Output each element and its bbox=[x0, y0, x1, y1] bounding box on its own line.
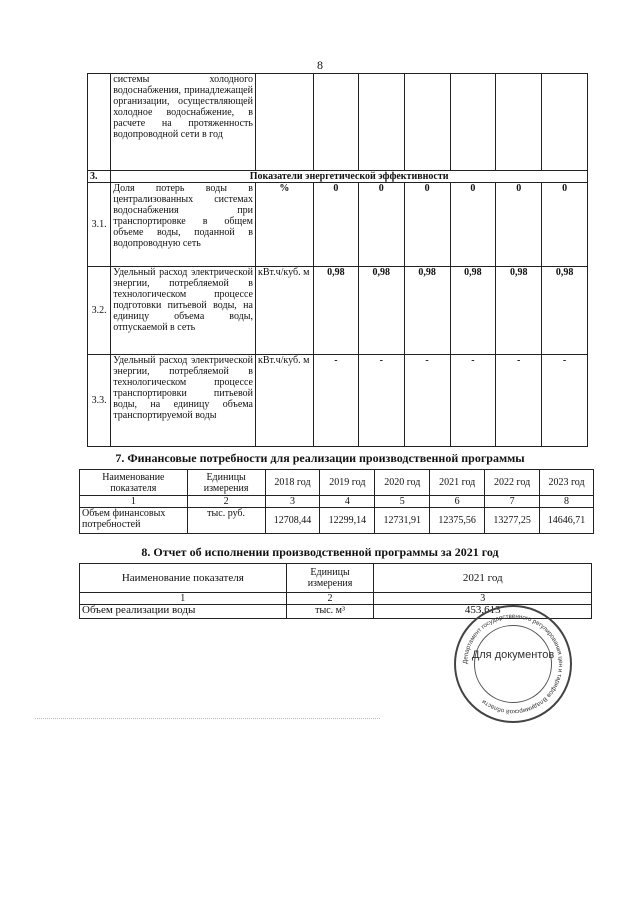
index-cell: 7 bbox=[485, 496, 540, 508]
unit-cell: % bbox=[255, 183, 313, 267]
value-cell bbox=[450, 74, 496, 171]
row-number: 3.3. bbox=[88, 355, 111, 447]
official-stamp bbox=[454, 605, 572, 723]
row-number bbox=[88, 74, 111, 171]
unit-cell: тыс. руб. bbox=[187, 508, 265, 534]
header-cell: 2021 год bbox=[374, 564, 592, 593]
index-cell: 3 bbox=[374, 593, 592, 605]
header-cell: Единицы измерения bbox=[187, 470, 265, 496]
value-cell: - bbox=[313, 355, 358, 447]
header-cell: 2019 год bbox=[320, 470, 375, 496]
index-row bbox=[80, 496, 594, 508]
indicator-name: Объем финансовых потребностей bbox=[80, 508, 188, 534]
index-cell: 4 bbox=[320, 496, 375, 508]
value-cell: 14646,71 bbox=[540, 508, 594, 534]
indicator-name: Удельный расход электрической энергии, потребляемой в технологическом процессе транспортировки питьевой воды, на единицу объема транспортируемой воды bbox=[111, 355, 256, 447]
header-row bbox=[80, 564, 592, 593]
table-row bbox=[88, 355, 588, 447]
header-cell: 2023 год bbox=[540, 470, 594, 496]
svg-text:Департамент государственного р: Департамент государственного регулирования цен и тарифов Владимирской области bbox=[461, 612, 565, 716]
value-cell: 0,98 bbox=[358, 267, 404, 355]
value-cell: - bbox=[496, 355, 542, 447]
value-cell: 0,98 bbox=[313, 267, 358, 355]
value-cell: 13277,25 bbox=[485, 508, 540, 534]
financial-needs-table bbox=[79, 469, 594, 534]
row-number: 3.1. bbox=[88, 183, 111, 267]
value-cell: 0 bbox=[313, 183, 358, 267]
value-cell: 453,613 bbox=[374, 605, 592, 619]
indicator-name: Объем реализации воды bbox=[80, 605, 287, 619]
unit-cell: кВт.ч/куб. м bbox=[255, 355, 313, 447]
index-cell: 6 bbox=[430, 496, 485, 508]
section-row bbox=[88, 171, 588, 183]
table-row bbox=[88, 183, 588, 267]
faint-dotted-line bbox=[35, 718, 380, 719]
header-cell: 2021 год bbox=[430, 470, 485, 496]
header-cell: 2018 год bbox=[265, 470, 320, 496]
value-cell: - bbox=[358, 355, 404, 447]
value-cell bbox=[358, 74, 404, 171]
value-cell: 0 bbox=[496, 183, 542, 267]
unit-cell: кВт.ч/куб. м bbox=[255, 267, 313, 355]
value-cell: 0 bbox=[542, 183, 588, 267]
value-cell: 0 bbox=[404, 183, 450, 267]
row-number: 3. bbox=[88, 171, 111, 183]
value-cell: - bbox=[404, 355, 450, 447]
index-cell: 3 bbox=[265, 496, 320, 508]
value-cell: 12708,44 bbox=[265, 508, 320, 534]
value-cell: 0,98 bbox=[542, 267, 588, 355]
table-row bbox=[80, 508, 594, 534]
section-8-title: 8. Отчет об исполнении производственной программы за 2021 год bbox=[141, 545, 499, 559]
unit-cell bbox=[255, 74, 313, 171]
value-cell: 0 bbox=[358, 183, 404, 267]
indicator-name: Удельный расход электрической энергии, потребляемой в технологическом процессе подготовки питьевой воды, на единицу объема воды, отпускаемой в сеть bbox=[111, 267, 256, 355]
index-cell: 1 bbox=[80, 593, 287, 605]
table-row bbox=[88, 267, 588, 355]
value-cell: 0,98 bbox=[450, 267, 496, 355]
index-cell: 5 bbox=[375, 496, 430, 508]
value-cell: 0 bbox=[450, 183, 496, 267]
stamp-inner-circle bbox=[474, 625, 552, 703]
table-row bbox=[88, 74, 588, 171]
row-number: 3.2. bbox=[88, 267, 111, 355]
page-number: 8 bbox=[317, 58, 323, 72]
header-cell: Наименование показателя bbox=[80, 564, 287, 593]
value-cell: 12299,14 bbox=[320, 508, 375, 534]
header-cell: 2022 год bbox=[485, 470, 540, 496]
value-cell: 0,98 bbox=[496, 267, 542, 355]
index-cell: 2 bbox=[187, 496, 265, 508]
stamp-center-text: Для документов bbox=[471, 649, 555, 661]
indicators-table bbox=[87, 73, 588, 447]
value-cell bbox=[404, 74, 450, 171]
section-title: Показатели энергетической эффективности bbox=[111, 171, 588, 183]
index-cell: 1 bbox=[80, 496, 188, 508]
indicator-name: системы холодного водоснабжения, принадлежащей организации, осуществляющей холодное водоснабжение, в расчете на протяженность водопроводной сети в год bbox=[111, 74, 256, 171]
value-cell: - bbox=[450, 355, 496, 447]
value-cell: - bbox=[542, 355, 588, 447]
header-cell: 2020 год bbox=[375, 470, 430, 496]
value-cell bbox=[542, 74, 588, 171]
value-cell: 12375,56 bbox=[430, 508, 485, 534]
section-7-title: 7. Финансовые потребности для реализации производственной программы bbox=[115, 451, 525, 465]
indicator-name: Доля потерь воды в централизованных системах водоснабжения при транспортировке в общем объеме воды, поданной в водопроводную сеть bbox=[111, 183, 256, 267]
header-cell: Единицы измерения bbox=[286, 564, 374, 593]
index-cell: 2 bbox=[286, 593, 374, 605]
value-cell: 12731,91 bbox=[375, 508, 430, 534]
header-row bbox=[80, 470, 594, 496]
unit-cell: тыс. м³ bbox=[286, 605, 374, 619]
index-row bbox=[80, 593, 592, 605]
value-cell bbox=[313, 74, 358, 171]
index-cell: 8 bbox=[540, 496, 594, 508]
value-cell: 0,98 bbox=[404, 267, 450, 355]
value-cell bbox=[496, 74, 542, 171]
header-cell: Наименование показателя bbox=[80, 470, 188, 496]
